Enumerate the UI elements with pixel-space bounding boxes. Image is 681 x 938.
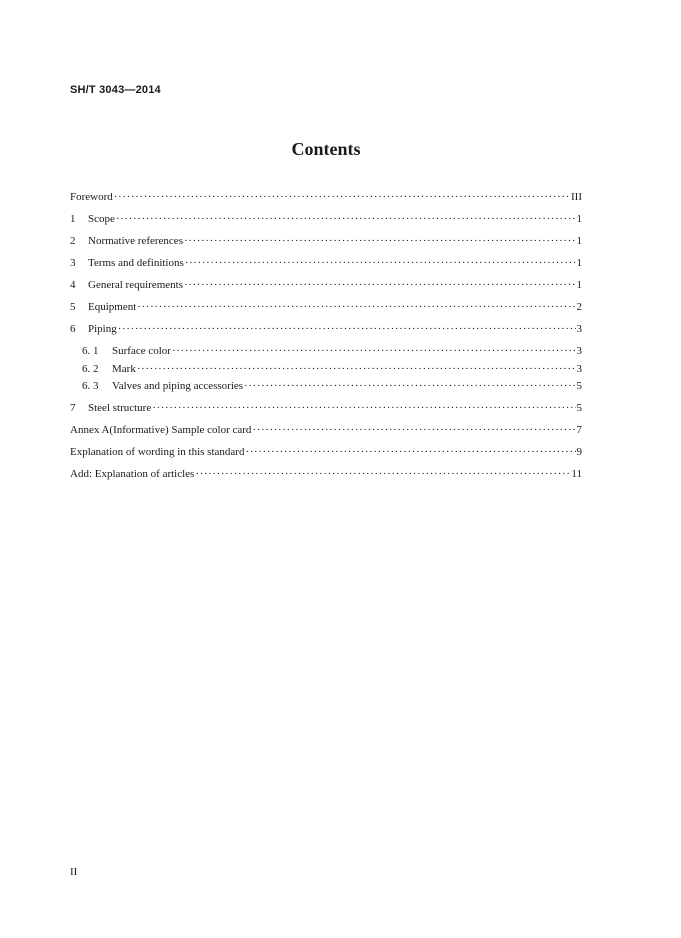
toc-entry-valves-and-piping-accessories[interactable] <box>70 378 582 396</box>
toc-entry-label: Terms and definitions <box>88 257 184 269</box>
page-number: II <box>70 866 78 878</box>
toc-dot-leader <box>184 233 576 249</box>
toc-entry-page: 9 <box>576 445 582 458</box>
toc-entry-page: 5 <box>576 401 582 414</box>
toc-entry-mark[interactable] <box>70 361 582 379</box>
toc-entry-number: 6. 1 <box>82 345 99 357</box>
toc-entry-page: 2 <box>576 301 582 313</box>
toc-entry-page: 3 <box>576 345 582 357</box>
toc-entry-label: Annex A(Informative) Sample color card <box>70 423 252 436</box>
toc-entry-page: 1 <box>576 257 582 269</box>
toc-entry-steel-structure[interactable] <box>70 400 582 422</box>
toc-dot-leader <box>114 189 570 205</box>
toc-entry-page: 3 <box>576 323 582 335</box>
toc-entry-label: Explanation of wording in this standard <box>70 445 245 458</box>
toc-entry-number: 4 <box>70 279 76 291</box>
toc-entry-page: 5 <box>576 380 582 392</box>
toc-entry-page: 3 <box>576 362 582 375</box>
toc-entry-label: Surface color <box>112 345 171 357</box>
table-of-contents <box>70 189 582 488</box>
toc-entry-label: Normative references <box>88 235 183 247</box>
toc-entry-scope[interactable] <box>70 211 582 233</box>
toc-entry-page: 1 <box>576 279 582 291</box>
page-title: Contents <box>291 139 361 159</box>
toc-entry-terms-and-definitions[interactable] <box>70 255 582 277</box>
toc-dot-leader <box>244 378 575 394</box>
toc-entry-number: 6. 3 <box>82 380 99 392</box>
toc-entry-number: 2 <box>70 235 76 247</box>
toc-dot-leader <box>185 255 576 271</box>
toc-dot-leader <box>118 321 576 337</box>
toc-entry-label: Steel structure <box>88 401 152 414</box>
toc-entry-number: 1 <box>70 213 76 225</box>
toc-entry-number: 3 <box>70 257 76 269</box>
toc-entry-page: 11 <box>571 467 582 480</box>
toc-entry-surface-color[interactable] <box>70 343 582 361</box>
toc-entry-label: Add: Explanation of articles <box>70 467 195 480</box>
toc-dot-leader <box>195 466 570 482</box>
toc-entry-number: 7 <box>70 401 76 414</box>
toc-entry-label: Mark <box>112 362 136 375</box>
toc-entry-number: 5 <box>70 301 76 313</box>
toc-dot-leader <box>116 211 576 227</box>
toc-entry-general-requirements[interactable] <box>70 277 582 299</box>
toc-entry-number: 6. 2 <box>82 362 99 375</box>
toc-entry-label: Scope <box>88 213 115 225</box>
toc-entry-explanation-of-wording[interactable] <box>70 444 582 466</box>
toc-dot-leader <box>245 444 575 460</box>
toc-dot-leader <box>252 422 575 438</box>
toc-entry-page: 1 <box>576 235 582 247</box>
toc-entry-page: III <box>571 191 582 203</box>
toc-entry-annex-a[interactable] <box>70 422 582 444</box>
toc-entry-normative-references[interactable] <box>70 233 582 255</box>
toc-entry-number: 6 <box>70 323 76 335</box>
toc-entry-page: 1 <box>576 213 582 225</box>
toc-dot-leader <box>137 361 576 377</box>
document-code: SH/T 3043—2014 <box>70 84 161 96</box>
toc-entry-foreword[interactable] <box>70 189 582 211</box>
toc-entry-explanation-of-articles[interactable] <box>70 466 582 488</box>
toc-entry-label: Equipment <box>88 301 137 313</box>
toc-dot-leader <box>172 343 576 359</box>
toc-entry-label: General requirements <box>88 279 183 291</box>
toc-entry-page: 7 <box>576 423 582 436</box>
toc-entry-label: Valves and piping accessories <box>112 380 244 392</box>
toc-entry-equipment[interactable] <box>70 299 582 321</box>
toc-entry-piping[interactable] <box>70 321 582 343</box>
toc-dot-leader <box>137 299 575 315</box>
toc-entry-label: Piping <box>88 323 117 335</box>
toc-dot-leader <box>152 400 575 416</box>
toc-dot-leader <box>184 277 576 293</box>
toc-entry-label: Foreword <box>70 191 113 203</box>
